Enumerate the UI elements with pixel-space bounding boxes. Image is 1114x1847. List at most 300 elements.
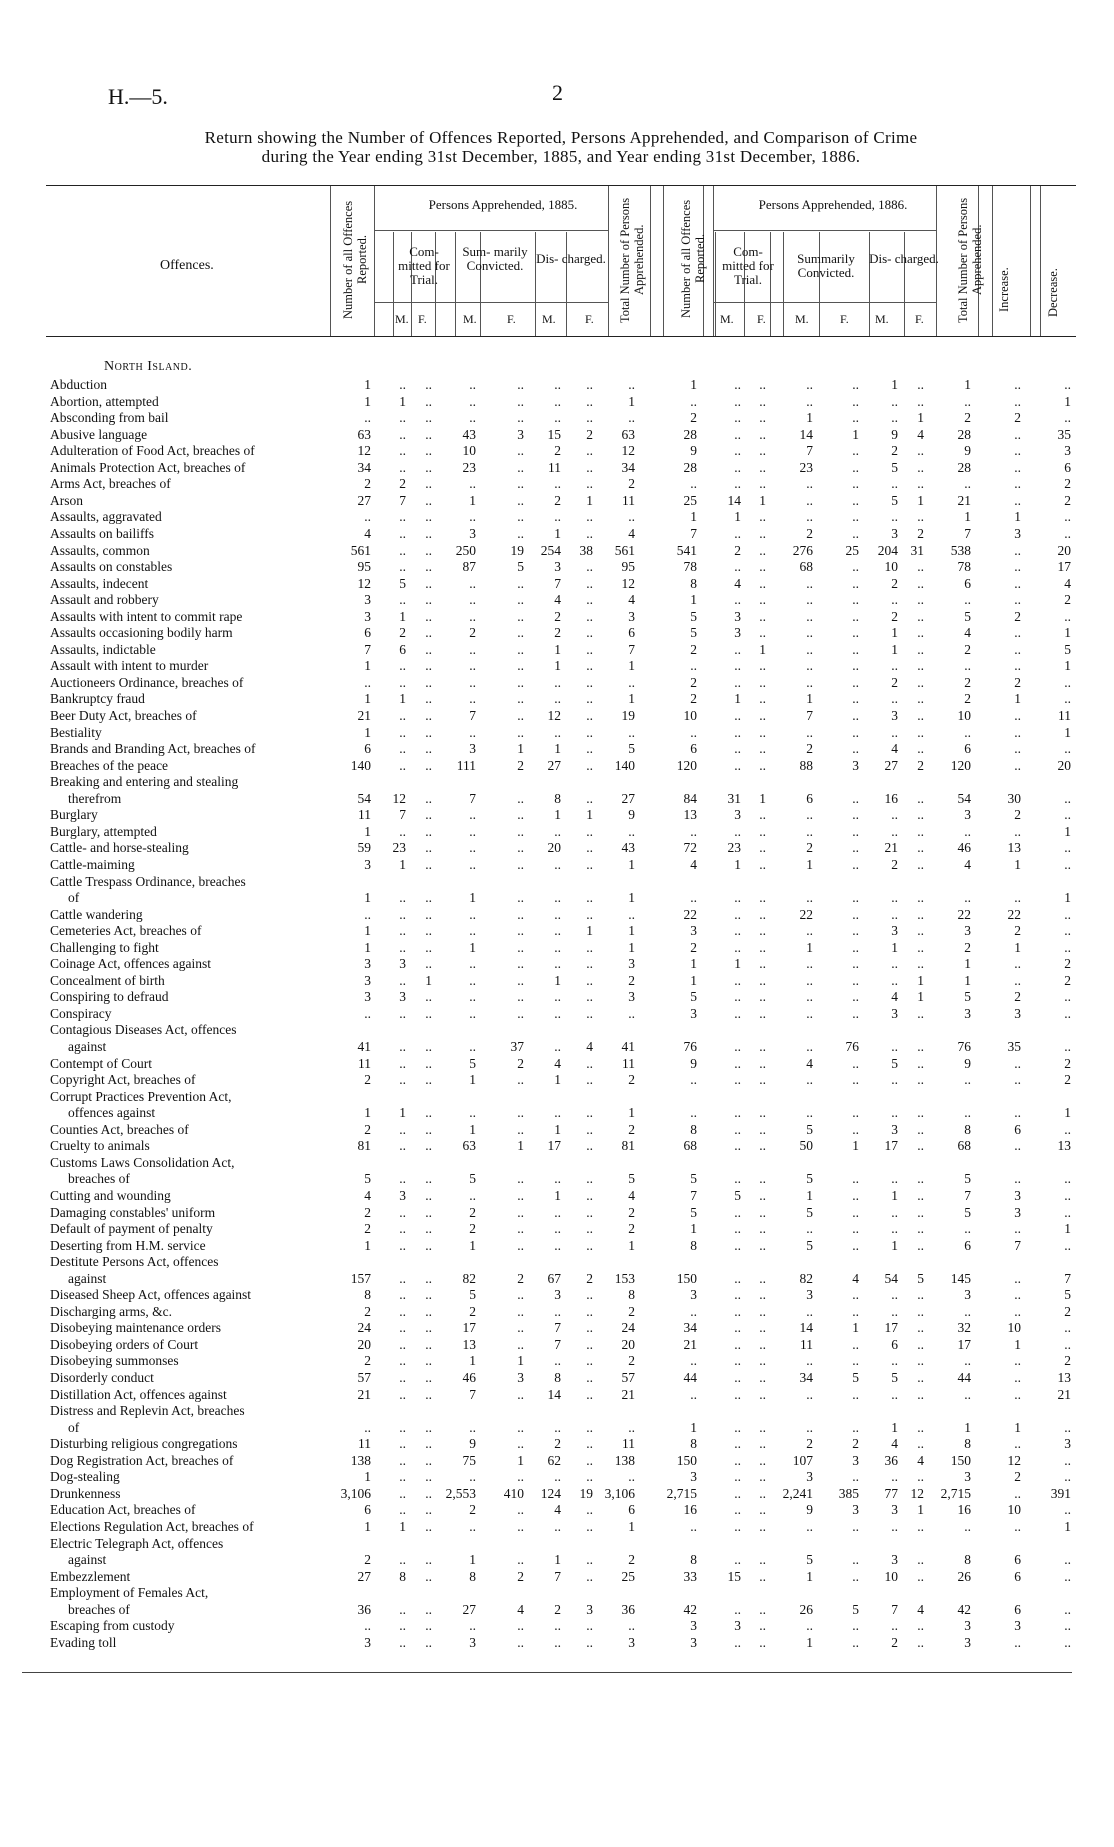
value-cell: .. [917, 1634, 924, 1650]
page-number: 2 [552, 80, 563, 105]
value-cell: .. [586, 1105, 593, 1121]
column-rule [650, 186, 651, 336]
value-cell: .. [399, 592, 406, 608]
value-cell: .. [517, 1204, 524, 1220]
value-cell: 7 [554, 1320, 561, 1336]
value-cell: 3 [964, 1469, 971, 1485]
value-cell: .. [734, 443, 741, 459]
value-cell: 5 [891, 1055, 898, 1071]
value-cell: .. [586, 1320, 593, 1336]
value-cell: 8 [628, 1287, 635, 1303]
value-cell: 33 [683, 1568, 697, 1584]
value-cell: .. [891, 807, 898, 823]
value-cell: 3 [1014, 1187, 1021, 1203]
value-cell: .. [554, 691, 561, 707]
value-cell: .. [1014, 1055, 1021, 1071]
value-cell: 1 [806, 939, 813, 955]
value-cell: 3 [1014, 1204, 1021, 1220]
value-cell: 41 [621, 1039, 635, 1054]
value-cell: 1 [964, 972, 971, 988]
value-cell: .. [759, 1518, 766, 1534]
value-cell: .. [891, 1353, 898, 1369]
value-cell: 2 [1014, 608, 1021, 624]
value-cell: 2 [554, 1436, 561, 1452]
value-cell: .. [759, 1452, 766, 1468]
value-cell: .. [917, 1568, 924, 1584]
value-cell: .. [399, 1436, 406, 1452]
offence-label: Contagious Diseases Act, offences [50, 1022, 237, 1038]
value-cell: 1 [554, 741, 561, 757]
offence-label: Evading toll [50, 1634, 117, 1650]
value-cell: .. [1014, 1270, 1021, 1286]
table-row [0, 1271, 1114, 1287]
offence-label: Disturbing religious congregations [50, 1436, 238, 1452]
value-cell: 1 [759, 790, 766, 806]
value-cell: .. [425, 492, 432, 508]
value-cell: 13 [462, 1336, 476, 1352]
value-cell: .. [852, 890, 859, 906]
value-cell: .. [425, 625, 432, 641]
value-cell: .. [852, 906, 859, 922]
value-cell: 150 [676, 1270, 697, 1286]
value-cell: .. [734, 1502, 741, 1518]
value-cell: 1 [469, 939, 476, 955]
value-cell: 6 [628, 1502, 635, 1518]
value-cell: .. [1064, 674, 1071, 690]
value-cell: 5 [964, 1171, 971, 1187]
value-cell: .. [852, 641, 859, 657]
value-cell: .. [734, 1303, 741, 1319]
value-cell: .. [399, 1336, 406, 1352]
value-cell: .. [1064, 1171, 1071, 1187]
column-header-reported-1885: Number of all Offences Reported. [341, 200, 369, 320]
value-cell: .. [425, 1121, 432, 1137]
value-cell: 3 [586, 1601, 593, 1617]
male-column-label: M. [542, 312, 556, 326]
column-header-discharged-1885: Dis- charged. [536, 251, 606, 266]
value-cell: 4 [891, 741, 898, 757]
value-cell: .. [852, 658, 859, 674]
value-cell: .. [1064, 1121, 1071, 1137]
value-cell: .. [399, 1138, 406, 1154]
value-cell: 2 [628, 1303, 635, 1319]
offence-label: Concealment of birth [50, 972, 165, 988]
value-cell: .. [517, 790, 524, 806]
value-cell: 1 [586, 492, 593, 508]
value-cell: 3 [852, 757, 859, 773]
value-cell: .. [628, 1618, 635, 1634]
value-cell: 5 [469, 1287, 476, 1303]
value-cell: .. [852, 674, 859, 690]
value-cell: .. [690, 658, 697, 674]
value-cell: .. [1014, 377, 1021, 392]
value-cell: .. [399, 1353, 406, 1369]
value-cell: .. [425, 989, 432, 1005]
value-cell: 1 [852, 426, 859, 442]
value-cell: .. [917, 1121, 924, 1137]
subcolumn-rule [566, 232, 567, 336]
value-cell: .. [554, 1221, 561, 1237]
value-cell: 2 [469, 1303, 476, 1319]
value-cell: 1 [364, 890, 371, 906]
value-cell: .. [891, 1618, 898, 1634]
value-cell: .. [517, 575, 524, 591]
value-cell: .. [1014, 492, 1021, 508]
value-cell: .. [917, 1005, 924, 1021]
value-cell: 19 [621, 708, 635, 723]
offence-label: Assaults, aggravated [50, 509, 162, 525]
value-cell: .. [891, 476, 898, 492]
value-cell: .. [1014, 1370, 1021, 1385]
value-cell: .. [399, 377, 406, 392]
value-cell: 82 [799, 1270, 813, 1286]
value-cell: .. [469, 1005, 476, 1021]
value-cell: 78 [683, 559, 697, 575]
value-cell: .. [852, 1336, 859, 1352]
value-cell: .. [517, 625, 524, 641]
value-cell: .. [891, 1039, 898, 1054]
value-cell: .. [917, 741, 924, 757]
table-row [0, 1304, 1114, 1320]
value-cell: .. [734, 906, 741, 922]
value-cell: .. [425, 1568, 432, 1584]
value-cell: .. [517, 1072, 524, 1088]
value-cell: 32 [957, 1320, 971, 1336]
value-cell: .. [852, 1353, 859, 1369]
value-cell: .. [554, 823, 561, 839]
value-cell: .. [759, 823, 766, 839]
value-cell: 13 [1057, 1370, 1071, 1385]
value-cell: 7 [964, 525, 971, 541]
value-cell: 17 [547, 1138, 561, 1154]
value-cell: .. [852, 989, 859, 1005]
value-cell: .. [806, 641, 813, 657]
value-cell: .. [734, 410, 741, 426]
value-cell: 5 [806, 1171, 813, 1187]
value-cell: 1 [1014, 691, 1021, 707]
value-cell: .. [554, 1469, 561, 1485]
offence-label: against [68, 1270, 107, 1286]
value-cell: .. [469, 592, 476, 608]
value-cell: 11 [358, 1055, 371, 1071]
table-row [0, 642, 1114, 658]
table-row [0, 543, 1114, 559]
value-cell: .. [1064, 1005, 1071, 1021]
value-cell: .. [759, 443, 766, 459]
value-cell: .. [852, 923, 859, 939]
value-cell: .. [917, 956, 924, 972]
value-cell: .. [734, 1634, 741, 1650]
value-cell: .. [917, 1320, 924, 1336]
table-row [0, 443, 1114, 459]
value-cell: 8 [554, 1370, 561, 1385]
value-cell: .. [425, 1072, 432, 1088]
value-cell: .. [1064, 1320, 1071, 1336]
value-cell: 3 [554, 1287, 561, 1303]
offence-label: Electric Telegraph Act, offences [50, 1535, 224, 1551]
table-row [0, 1039, 1114, 1055]
offence-label: Employment of Females Act, [50, 1585, 209, 1601]
offence-label: Abusive language [50, 426, 148, 442]
table-row [0, 1403, 1114, 1419]
value-cell: .. [469, 1105, 476, 1121]
value-cell: 27 [621, 790, 635, 806]
value-cell: 4 [517, 1601, 524, 1617]
value-cell: 5 [690, 608, 697, 624]
value-cell: .. [399, 1287, 406, 1303]
value-cell: 3 [364, 856, 371, 872]
value-cell: 42 [957, 1601, 971, 1617]
value-cell: .. [1014, 724, 1021, 740]
value-cell: .. [891, 1469, 898, 1485]
value-cell: .. [586, 377, 593, 392]
value-cell: 3 [734, 608, 741, 624]
value-cell: .. [399, 674, 406, 690]
value-cell: .. [586, 625, 593, 641]
value-cell: .. [891, 509, 898, 525]
value-cell: .. [852, 575, 859, 591]
value-cell: 1 [1064, 724, 1071, 740]
value-cell: 2 [364, 1303, 371, 1319]
value-cell: 2 [690, 691, 697, 707]
value-cell: .. [1014, 708, 1021, 723]
value-cell: .. [586, 1419, 593, 1435]
value-cell: 17 [884, 1320, 898, 1336]
value-cell: 1 [1014, 939, 1021, 955]
value-cell: .. [425, 525, 432, 541]
value-cell: .. [399, 443, 406, 459]
value-cell: .. [852, 1552, 859, 1568]
value-cell: .. [399, 1072, 406, 1088]
value-cell: .. [425, 1634, 432, 1650]
offence-label: Drunkenness [50, 1485, 121, 1501]
table-row [0, 394, 1114, 410]
table-row [0, 907, 1114, 923]
offence-label: Conspiring to defraud [50, 989, 169, 1005]
value-cell: .. [806, 476, 813, 492]
value-cell: .. [517, 724, 524, 740]
value-cell: .. [690, 890, 697, 906]
value-cell: 1 [364, 1105, 371, 1121]
value-cell: .. [734, 1436, 741, 1452]
value-cell: .. [759, 691, 766, 707]
value-cell: .. [806, 890, 813, 906]
value-cell: 38 [579, 542, 593, 558]
value-cell: 3 [364, 956, 371, 972]
page-reference: H.—5. [108, 84, 168, 109]
value-cell: .. [852, 1568, 859, 1584]
value-cell: .. [806, 1386, 813, 1402]
value-cell: .. [425, 1138, 432, 1154]
value-cell: 46 [462, 1370, 476, 1385]
value-cell: 27 [357, 1568, 371, 1584]
male-column-label: M. [795, 312, 809, 326]
value-cell: .. [517, 393, 524, 409]
value-cell: .. [852, 393, 859, 409]
value-cell: .. [399, 1552, 406, 1568]
value-cell: 6 [399, 641, 406, 657]
value-cell: 1 [586, 923, 593, 939]
value-cell: 8 [690, 1436, 697, 1452]
value-cell: 23 [727, 840, 741, 856]
value-cell: .. [517, 1618, 524, 1634]
value-cell: 2 [399, 625, 406, 641]
value-cell: 2 [1014, 989, 1021, 1005]
value-cell: 9 [690, 1055, 697, 1071]
value-cell: 2 [1014, 674, 1021, 690]
value-cell: 15 [547, 426, 561, 442]
value-cell: 1 [469, 890, 476, 906]
value-cell: .. [852, 972, 859, 988]
value-cell: .. [734, 459, 741, 475]
value-cell: .. [1064, 1568, 1071, 1584]
value-cell: .. [586, 1568, 593, 1584]
offence-label: Cattle-maiming [50, 856, 135, 872]
value-cell: .. [586, 989, 593, 1005]
value-cell: .. [759, 1105, 766, 1121]
value-cell: 2 [917, 525, 924, 541]
value-cell: .. [852, 691, 859, 707]
value-cell: .. [852, 1005, 859, 1021]
value-cell: 1 [734, 856, 741, 872]
value-cell: .. [1064, 1237, 1071, 1253]
value-cell: .. [586, 1171, 593, 1187]
value-cell: .. [917, 906, 924, 922]
value-cell: 153 [614, 1270, 635, 1286]
value-cell: 2 [964, 641, 971, 657]
table-row [0, 609, 1114, 625]
value-cell: 2 [364, 1121, 371, 1137]
value-cell: .. [734, 972, 741, 988]
value-cell: .. [1014, 459, 1021, 475]
value-cell: 2 [964, 691, 971, 707]
value-cell: .. [399, 724, 406, 740]
value-cell: .. [917, 1353, 924, 1369]
value-cell: 2,553 [445, 1485, 476, 1501]
value-cell: .. [891, 691, 898, 707]
offence-label: Challenging to fight [50, 939, 159, 955]
value-cell: .. [364, 1005, 371, 1021]
value-cell: .. [554, 410, 561, 426]
value-cell: 14 [727, 492, 741, 508]
value-cell: .. [1064, 691, 1071, 707]
value-cell: .. [759, 1221, 766, 1237]
value-cell: 561 [614, 542, 635, 558]
value-cell: .. [917, 1171, 924, 1187]
value-cell: .. [399, 542, 406, 558]
value-cell: 21 [621, 1386, 635, 1402]
value-cell: .. [1014, 575, 1021, 591]
value-cell: 1 [517, 741, 524, 757]
value-cell: 12 [910, 1485, 924, 1501]
value-cell: 120 [676, 757, 697, 773]
value-cell: 1 [690, 956, 697, 972]
value-cell: .. [425, 1502, 432, 1518]
value-cell: 1 [964, 956, 971, 972]
offence-label: Cemeteries Act, breaches of [50, 923, 202, 939]
value-cell: .. [469, 1187, 476, 1203]
table-row [0, 576, 1114, 592]
value-cell: .. [517, 1287, 524, 1303]
table-row [0, 1072, 1114, 1088]
value-cell: .. [734, 1138, 741, 1154]
value-cell: 1 [554, 1072, 561, 1088]
subcolumn-rule [819, 232, 820, 336]
value-cell: .. [852, 1303, 859, 1319]
value-cell: .. [891, 972, 898, 988]
value-cell: 5 [891, 459, 898, 475]
value-cell: .. [917, 807, 924, 823]
table-row [0, 1188, 1114, 1204]
value-cell: .. [917, 1336, 924, 1352]
table-row [0, 1320, 1114, 1336]
value-cell: 31 [910, 542, 924, 558]
value-cell: .. [586, 823, 593, 839]
value-cell: .. [554, 1419, 561, 1435]
value-cell: 11 [358, 807, 371, 823]
value-cell: .. [1064, 1187, 1071, 1203]
value-cell: .. [759, 807, 766, 823]
value-cell: 2 [1064, 592, 1071, 608]
value-cell: 63 [621, 426, 635, 442]
value-cell: .. [586, 1055, 593, 1071]
value-cell: .. [469, 923, 476, 939]
value-cell: 3 [364, 972, 371, 988]
value-cell: .. [399, 525, 406, 541]
value-cell: .. [734, 1419, 741, 1435]
value-cell: 22 [683, 906, 697, 922]
value-cell: .. [964, 393, 971, 409]
value-cell: 5 [964, 989, 971, 1005]
value-cell: .. [852, 856, 859, 872]
column-header-discharged-1886: Dis- charged. [869, 251, 939, 266]
value-cell: .. [806, 592, 813, 608]
value-cell: .. [917, 1187, 924, 1203]
table-row [0, 1469, 1114, 1485]
value-cell: 5 [628, 741, 635, 757]
value-cell: .. [759, 1005, 766, 1021]
value-cell: 5 [806, 1237, 813, 1253]
value-cell: 1 [891, 1419, 898, 1435]
value-cell: .. [917, 1221, 924, 1237]
value-cell: .. [759, 1270, 766, 1286]
offence-label: offences against [68, 1105, 156, 1121]
value-cell: 138 [614, 1452, 635, 1468]
value-cell: 3 [852, 1502, 859, 1518]
value-cell: 2 [554, 625, 561, 641]
value-cell: 5 [852, 1370, 859, 1385]
value-cell: .. [917, 1370, 924, 1385]
value-cell: .. [1064, 525, 1071, 541]
value-cell: .. [425, 923, 432, 939]
value-cell: .. [469, 393, 476, 409]
value-cell: .. [759, 741, 766, 757]
value-cell: .. [425, 1452, 432, 1468]
value-cell: .. [852, 724, 859, 740]
value-cell: 2 [852, 1436, 859, 1452]
value-cell: .. [425, 641, 432, 657]
value-cell: .. [759, 1568, 766, 1584]
value-cell: 1 [917, 410, 924, 426]
value-cell: .. [1064, 989, 1071, 1005]
value-cell: .. [1064, 1601, 1071, 1617]
value-cell: .. [469, 658, 476, 674]
value-cell: 3 [891, 1005, 898, 1021]
value-cell: .. [759, 575, 766, 591]
value-cell: 2 [734, 542, 741, 558]
value-cell: .. [586, 1518, 593, 1534]
table-row [0, 874, 1114, 890]
